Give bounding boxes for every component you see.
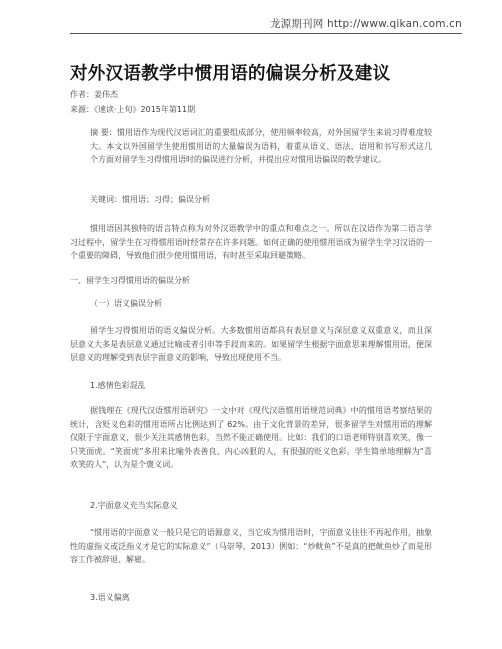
article-source: 来源：《速读·上旬》2015年第11期 <box>70 105 196 114</box>
article-author: 作者：姜伟杰 <box>70 90 118 99</box>
keywords: 关键词：惯用语；习得；偏误分析 <box>90 195 210 204</box>
abstract: 摘 要：惯用语作为现代汉语词汇的重要组成部分，使用频率较高，对外国留学生来说习得难度较大。本文以外国留学生使用惯用语的大量偏误为语料，着重从语义、语法、语用和书写形式这几个方面对留学生习得惯用语时的偏误进行分析，并提出应对惯用语偏误的教学建议。 <box>90 128 432 164</box>
site-header[interactable]: 龙源期刊网 http://www.qikan.com.cn <box>269 18 462 30</box>
section-heading-1: 一、留学生习得惯用语的偏误分析 <box>70 276 190 285</box>
intro-paragraph: 惯用语因其独特的语言特点称为对外汉语教学中的重点和难点之一。所以在汉语作为第二语言学习过程中，留学生在习得惯用语时经常存在许多问题。如何正确的使用惯用语成为留学生学习汉语的一个重要的障碍，导致他们很少使用惯用语，有时甚至采取回避策略。 <box>70 224 432 260</box>
item-2-paragraph: “惯用语的字面意义一般只是它的语源意义，当它成为惯用语时，字面意义往往不再起作用，抽象性的虚指义或泛指义才是它的实际意义”（马崇琴，2013）例如：“炒鱿鱼”不是真的把鱿鱼炒了而是形容工作被辞退、解雇。 <box>70 528 432 564</box>
subsection-1-paragraph: 留学生习得惯用语的语义偏误分析。大多数惯用语都具有表层意义与深层意义双重意义，而且深层意义大多是表层意义通过比喻或者引申等手段而来的。如果留学生根据字面意思来理解惯用语，便深层意义的理解受到表层字面意义的影响，导致出现使用不当。 <box>70 326 432 362</box>
article-title: 对外汉语教学中惯用语的偏误分析及建议 <box>70 64 391 84</box>
header-divider <box>70 33 462 34</box>
item-1-paragraph: 据钱理在《现代汉语惯用语研究》一文中对《现代汉语惯用语规范词典》中的惯用语考察结果的统计，含贬义色彩的惯用语所占比例达到了 62%。由于文化背景的差异，很多留学生对惯用语的理解仅限于字面意义，很少关注其感情色彩，当然不能正确使用。比如：我们的口语老师特别喜欢笑，像一只笑面虎。“笑面虎”多用来比喻外表善良、内心凶狠的人，有很强的贬义色彩。学生简单地理解为“喜欢笑的人”，认为是个褒义词。 <box>70 406 432 469</box>
item-heading-3: 3.语义偏离 <box>90 593 130 602</box>
subsection-heading-1: （一）语义偏误分析 <box>90 299 162 308</box>
item-heading-1: 1.感情色彩混乱 <box>90 381 146 390</box>
item-heading-2: 2.字面意义充当实际意义 <box>90 501 178 510</box>
